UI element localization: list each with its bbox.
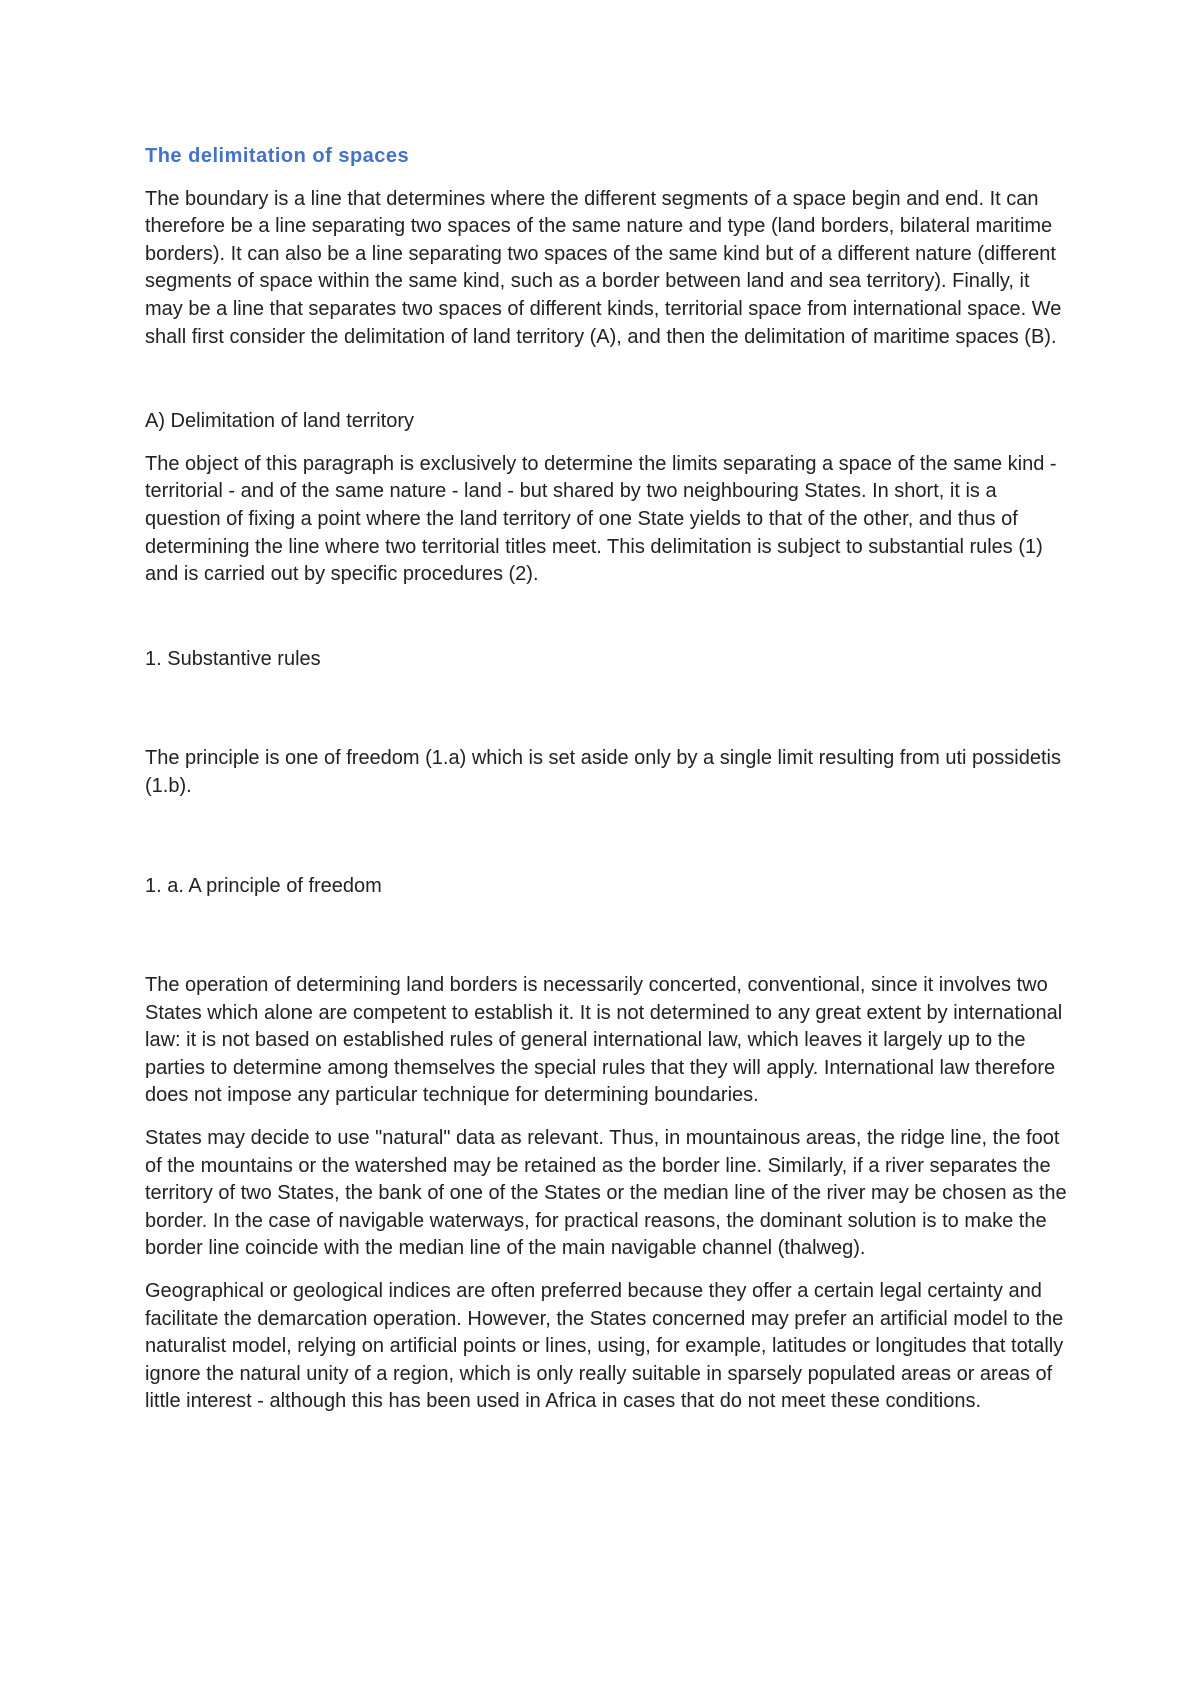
section-1a-paragraph-1: The operation of determining land borders is necessarily concerted, conventional, since it involves two States which alone are competent to establish it. It is not determined to any great extent by international law: it is not based on established rules of general international law, which leaves it largely up to the parties to determine among themselves the special rules that they will apply. International law therefore does not impose any particular technique for determining boundaries.: [145, 974, 1063, 1107]
section-1a-paragraph-3: Geographical or geological indices are often preferred because they offer a certain legal certainty and facilitate the demarcation operation. However, the States concerned may prefer an artificial model to the naturalist model, relying on artificial points or lines, using, for example, latitudes or longitudes that totally ignore the natural unity of a region, which is only really suitable in sparsely populated areas or areas of little interest - although this has been used in Africa in cases that do not meet these conditions.: [145, 1280, 1064, 1413]
section-a-heading: A) Delimitation of land territory: [145, 410, 414, 433]
document-body: [145, 143, 1070, 1431]
intro-paragraph: The boundary is a line that determines where the different segments of a space begin and end. It can therefore be a line separating two spaces of the same nature and type (land borders, bilateral maritime borders). It can also be a line separating two spaces of the same kind but of a different nature (different segments of space within the same kind, such as a border between land and sea territory). Finally, it may be a line that separates two spaces of different kinds, territorial space from international space. We shall first consider the delimitation of land territory (A), and then the delimitation of maritime spaces (B).: [145, 187, 1062, 348]
document-title: The delimitation of spaces: [145, 145, 410, 167]
section-1-paragraph: The principle is one of freedom (1.a) which is set aside only by a single limit resulting from uti possidetis (1.b).: [145, 747, 1061, 797]
section-1a-heading: 1. a. A principle of freedom: [145, 874, 382, 897]
section-1-heading: 1. Substantive rules: [145, 647, 321, 670]
section-1a-paragraph-2: States may decide to use "natural" data as relevant. Thus, in mountainous areas, the ridge line, the foot of the mountains or the watershed may be retained as the border line. Similarly, if a river separates the territory of two States, the bank of one of the States or the median line of the river may be chosen as the border. In the case of navigable waterways, for practical reasons, the dominant solution is to make the border line coincide with the median line of the main navigable channel (thalweg).: [145, 1127, 1067, 1260]
section-a-paragraph: The object of this paragraph is exclusively to determine the limits separating a space of the same kind - territorial - and of the same nature - land - but shared by two neighbouring States. In short, it is a question of fixing a point where the land territory of one State yields to that of the other, and thus of determining the line where two territorial titles meet. This delimitation is subject to substantial rules (1) and is carried out by specific procedures (2).: [145, 452, 1057, 586]
